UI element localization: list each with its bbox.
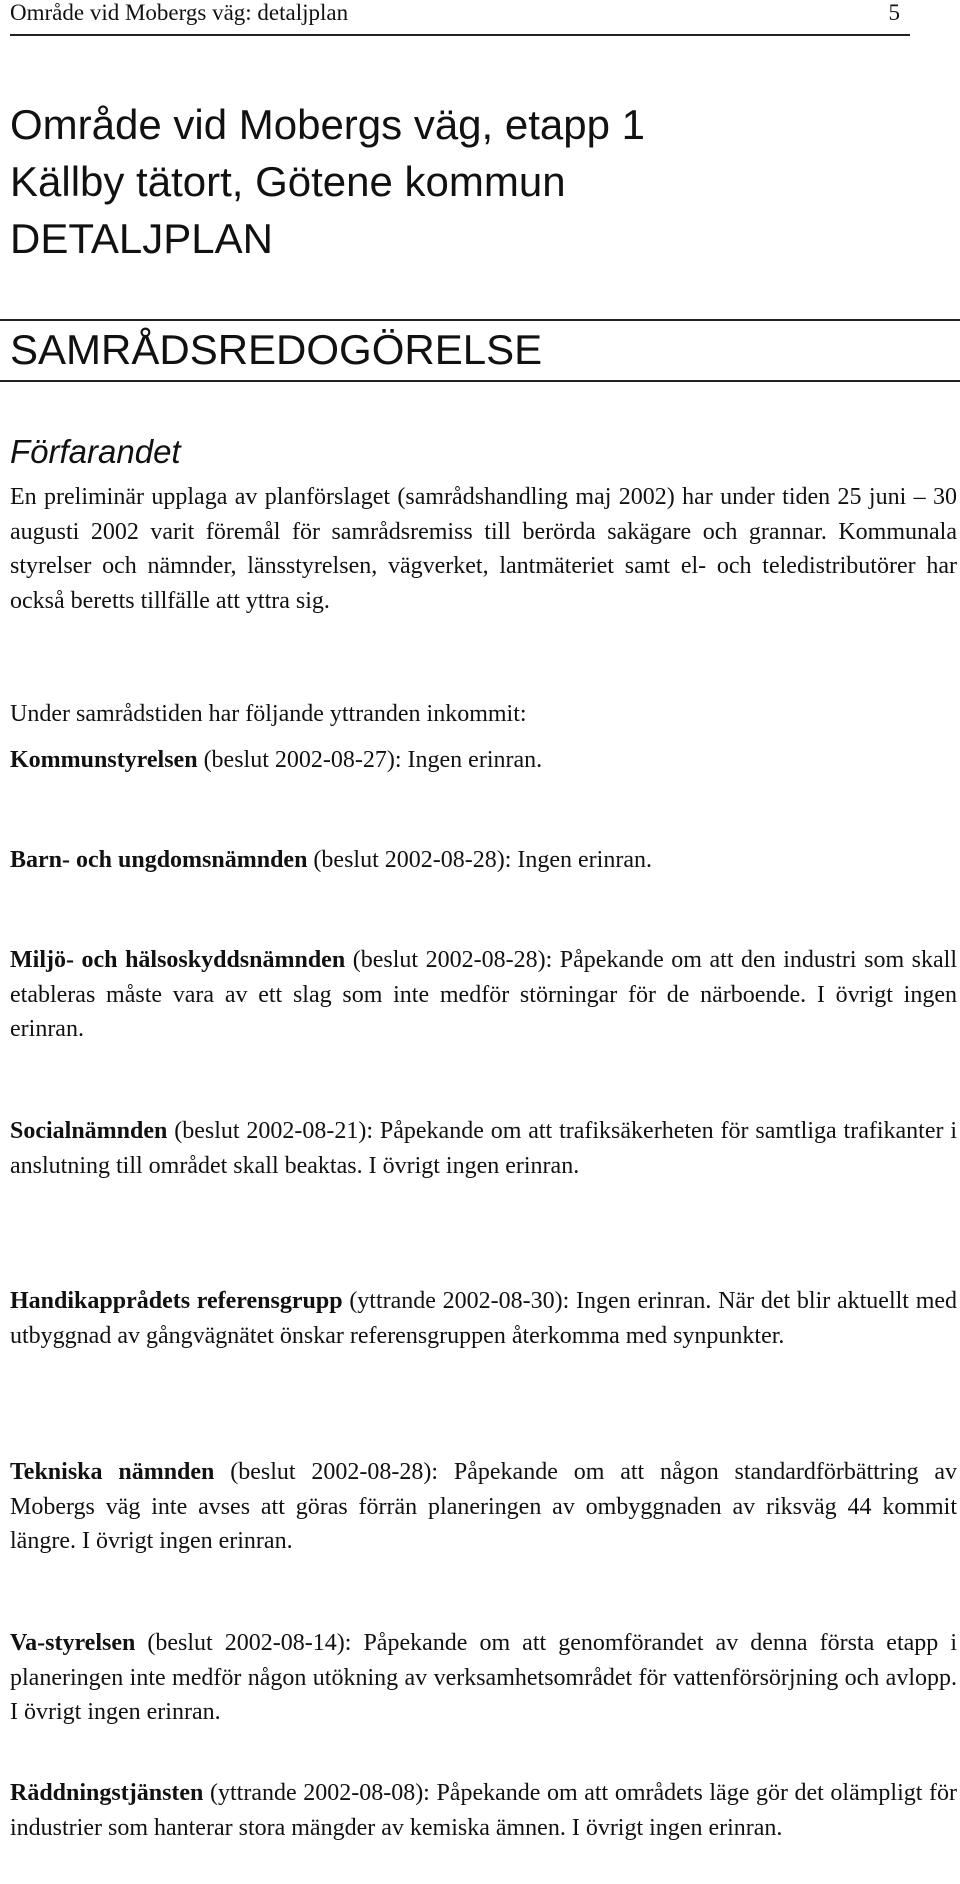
statement-paragraph [10, 1114, 957, 1183]
statements-intro: Under samrådstiden har följande yttranden inkommit: [10, 701, 527, 727]
title-line-3: DETALJPLAN [10, 215, 273, 262]
statement-body-name: Handikapprådets referensgrupp [10, 1288, 343, 1314]
statement-body-name: Barn- och ungdomsnämnden [10, 847, 308, 873]
statement-body-name: Tekniska nämnden [10, 1459, 215, 1485]
page-number: 5 [888, 0, 900, 25]
statement-text: (beslut 2002-08-28): Påpekande om att den industri som skall etableras måste vara av ett slag som inte medför störningar för de närboende. I övrigt ingen erinran. [10, 947, 957, 1042]
section-rule-top [0, 319, 960, 321]
section-rule-bottom [0, 380, 960, 382]
subheading: Förfarandet [10, 433, 181, 470]
statement-paragraph [10, 1284, 957, 1353]
statement-paragraph [10, 943, 957, 1047]
section-heading: SAMRÅDSREDOGÖRELSE [10, 326, 543, 373]
statement-text: (beslut 2002-08-27): Ingen erinran. [197, 747, 543, 773]
statement-paragraph [10, 1776, 957, 1845]
document-title [10, 96, 950, 267]
statement-text: (beslut 2002-08-14): Påpekande om att genomförandet av denna första etapp i planeringen inte medför någon utökning av verksamhetsområdet för vattenförsörjning och avlopp. I övrigt ingen erinran. [10, 1630, 957, 1725]
statement-text: (beslut 2002-08-28): Påpekande om att någon standardförbättring av Mobergs väg inte avses att göras förrän planeringen av ombyggnaden av riksväg 44 kommit längre. I övrigt ingen erinran. [10, 1459, 957, 1554]
statement-paragraph [10, 1626, 957, 1730]
running-header [10, 0, 910, 36]
intro-paragraph: En preliminär upplaga av planförslaget (samrådshandling maj 2002) har under tiden 25 juni – 30 augusti 2002 varit föremål för samrådsremiss till berörda sakägare och grannar. Kommunala styrelser och nämnder, länsstyrelsen, vägverket, lantmäteriet samt el- och teledistributörer har också beretts tillfälle att yttra sig. [10, 484, 957, 614]
statement-text: (yttrande 2002-08-30): Ingen erinran. När det blir aktuellt med utbyggnad av gångvägnätet önskar referensgruppen återkomma med synpunkter. [10, 1288, 958, 1349]
statement-body-name: Miljö- och hälsoskyddsnämnden [10, 947, 346, 973]
statement-text: (beslut 2002-08-28): Ingen erinran. [307, 847, 652, 873]
running-header-title: Område vid Mobergs väg: detaljplan [10, 0, 349, 25]
statement-body-name: Kommunstyrelsen [10, 747, 198, 773]
statement-text: (beslut 2002-08-21): Påpekande om att trafiksäkerheten för samtliga trafikanter i anslutning till området skall beaktas. I övrigt ingen erinran. [10, 1118, 957, 1179]
statement-paragraph [10, 1455, 957, 1559]
statement-paragraph [10, 843, 957, 878]
statement-body-name: Va-styrelsen [10, 1630, 136, 1656]
statement-text: (yttrande 2002-08-08): Påpekande om att områdets läge gör det olämpligt för industrier som hanterar stora mängder av kemiska ämnen. I övrigt ingen erinran. [10, 1780, 957, 1841]
title-line-1: Område vid Mobergs väg, etapp 1 [10, 101, 646, 148]
statement-body-name: Socialnämnden [10, 1118, 168, 1144]
statement-paragraph [10, 743, 957, 778]
title-line-2: Källby tätort, Götene kommun [10, 158, 566, 205]
statement-body-name: Räddningstjänsten [10, 1780, 204, 1806]
